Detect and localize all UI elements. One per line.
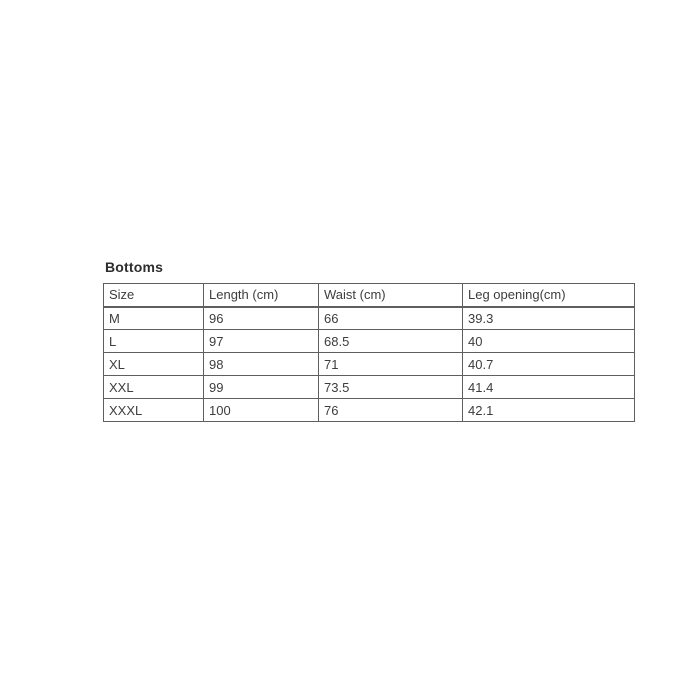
table-row: [104, 330, 635, 353]
size-cell: L: [104, 330, 204, 353]
size-cell: XXL: [104, 376, 204, 399]
table-row: [104, 353, 635, 376]
table-row: [104, 376, 635, 399]
table-row: [104, 399, 635, 422]
value-cell: 100: [204, 399, 319, 422]
value-cell: 97: [204, 330, 319, 353]
value-cell: 98: [204, 353, 319, 376]
value-cell: 99: [204, 376, 319, 399]
value-cell: 39.3: [463, 307, 635, 330]
header-cell: Length (cm): [204, 284, 319, 307]
value-cell: 40: [463, 330, 635, 353]
header-cell: Leg opening(cm): [463, 284, 635, 307]
header-row: [104, 284, 635, 307]
value-cell: 73.5: [319, 376, 463, 399]
size-cell: XXXL: [104, 399, 204, 422]
value-cell: 96: [204, 307, 319, 330]
size-chart-body: [104, 307, 635, 422]
value-cell: 41.4: [463, 376, 635, 399]
size-chart-table: [103, 283, 635, 422]
value-cell: 71: [319, 353, 463, 376]
size-cell: XL: [104, 353, 204, 376]
value-cell: 42.1: [463, 399, 635, 422]
header-cell: Waist (cm): [319, 284, 463, 307]
table-row: [104, 307, 635, 330]
value-cell: 40.7: [463, 353, 635, 376]
size-chart-title: Bottoms: [105, 259, 164, 275]
size-cell: M: [104, 307, 204, 330]
value-cell: 76: [319, 399, 463, 422]
value-cell: 66: [319, 307, 463, 330]
size-chart-header: [104, 284, 635, 307]
header-cell: Size: [104, 284, 204, 307]
value-cell: 68.5: [319, 330, 463, 353]
